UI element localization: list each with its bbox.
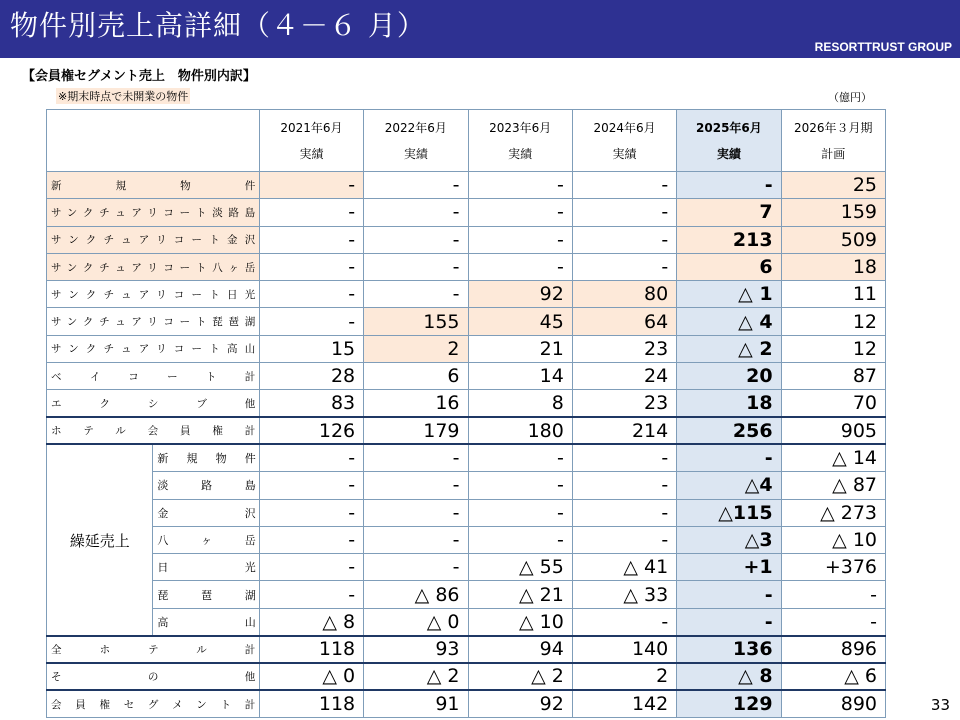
- value-cell: △ 0: [259, 663, 363, 690]
- value-cell: -: [259, 172, 363, 199]
- value-cell: △ 14: [781, 444, 885, 471]
- value-cell: -: [468, 526, 572, 553]
- value-cell: -: [364, 499, 468, 526]
- value-cell: 12: [781, 308, 885, 335]
- row-label: サンクチュアリコート琵琶湖: [47, 308, 260, 335]
- value-cell: -: [364, 444, 468, 471]
- table-row: [47, 281, 886, 308]
- row-label: 全ホテル計: [47, 636, 260, 663]
- value-cell: -: [572, 199, 676, 226]
- header-bar: [0, 0, 960, 58]
- value-cell: 18: [781, 253, 885, 280]
- value-cell: -: [677, 172, 781, 199]
- row-label: 八ヶ岳: [153, 526, 259, 553]
- value-cell: △ 2: [364, 663, 468, 690]
- value-cell: -: [572, 172, 676, 199]
- row-label: サンクチュアリコート高山: [47, 335, 260, 362]
- value-cell: 24: [572, 363, 676, 390]
- deferred-group-label: 繰延売上: [47, 444, 153, 635]
- value-cell: 12: [781, 335, 885, 362]
- value-cell: -: [468, 226, 572, 253]
- row-label: 金沢: [153, 499, 259, 526]
- table-row: [47, 608, 886, 635]
- value-cell: △ 21: [468, 581, 572, 608]
- column-header-current: 2025年6月 実績: [677, 110, 781, 172]
- value-cell: 214: [572, 417, 676, 444]
- value-cell: 8: [468, 390, 572, 417]
- value-cell: -: [468, 499, 572, 526]
- page-title: 物件別売上高詳細（４－６ 月）: [10, 9, 426, 42]
- row-label: 琵琶湖: [153, 581, 259, 608]
- value-cell: 91: [364, 690, 468, 717]
- value-cell: -: [259, 526, 363, 553]
- value-cell: 890: [781, 690, 885, 717]
- table-row: [47, 308, 886, 335]
- row-label: 高山: [153, 608, 259, 635]
- value-cell: 80: [572, 281, 676, 308]
- value-cell: 180: [468, 417, 572, 444]
- value-cell: -: [259, 308, 363, 335]
- value-cell: 45: [468, 308, 572, 335]
- value-cell: -: [259, 444, 363, 471]
- value-cell: -: [259, 226, 363, 253]
- value-cell: △3: [677, 526, 781, 553]
- value-cell: 159: [781, 199, 885, 226]
- value-cell: -: [364, 526, 468, 553]
- header-blank-cell: [47, 110, 260, 172]
- value-cell: 25: [781, 172, 885, 199]
- column-header: 2024年6月 実績: [572, 110, 676, 172]
- row-label: ホテル会員権計: [47, 417, 260, 444]
- table-row: [47, 499, 886, 526]
- value-cell: 92: [468, 690, 572, 717]
- value-cell: -: [259, 281, 363, 308]
- value-cell: 83: [259, 390, 363, 417]
- row-label: 新規物件: [153, 444, 259, 471]
- table-row: [47, 417, 886, 444]
- value-cell: 18: [677, 390, 781, 417]
- value-cell: 28: [259, 363, 363, 390]
- value-cell: -: [468, 253, 572, 280]
- column-header: 2023年6月 実績: [468, 110, 572, 172]
- value-cell: -: [364, 172, 468, 199]
- value-cell: -: [781, 581, 885, 608]
- value-cell: 14: [468, 363, 572, 390]
- value-cell: -: [572, 253, 676, 280]
- table-row: [47, 390, 886, 417]
- value-cell: 92: [468, 281, 572, 308]
- row-label: サンクチュアリコート金沢: [47, 226, 260, 253]
- value-cell: -: [572, 526, 676, 553]
- value-cell: △ 4: [677, 308, 781, 335]
- value-cell: 118: [259, 636, 363, 663]
- table-row: [47, 690, 886, 717]
- value-cell: △ 0: [364, 608, 468, 635]
- value-cell: -: [572, 226, 676, 253]
- value-cell: -: [572, 499, 676, 526]
- company-name: RESORTTRUST GROUP: [814, 40, 952, 54]
- value-cell: 509: [781, 226, 885, 253]
- unit-label: （億円）: [828, 91, 872, 104]
- row-label: 日光: [153, 554, 259, 581]
- section-title: 【会員権セグメント売上 物件別内訳】: [22, 69, 256, 84]
- value-cell: 6: [677, 253, 781, 280]
- value-cell: 179: [364, 417, 468, 444]
- value-cell: 70: [781, 390, 885, 417]
- column-header: 2026年３月期 計画: [781, 110, 885, 172]
- row-label: サンクチュアリコート八ヶ岳: [47, 253, 260, 280]
- header-row: [47, 110, 886, 172]
- row-label: エクシブ他: [47, 390, 260, 417]
- value-cell: 93: [364, 636, 468, 663]
- value-cell: △ 55: [468, 554, 572, 581]
- value-cell: -: [468, 472, 572, 499]
- value-cell: -: [259, 581, 363, 608]
- value-cell: -: [364, 472, 468, 499]
- value-cell: 129: [677, 690, 781, 717]
- value-cell: +1: [677, 554, 781, 581]
- value-cell: -: [364, 226, 468, 253]
- value-cell: 21: [468, 335, 572, 362]
- value-cell: 64: [572, 308, 676, 335]
- value-cell: △ 33: [572, 581, 676, 608]
- value-cell: △ 41: [572, 554, 676, 581]
- value-cell: 15: [259, 335, 363, 362]
- value-cell: -: [677, 581, 781, 608]
- table-row: [47, 526, 886, 553]
- table-row: [47, 363, 886, 390]
- value-cell: △115: [677, 499, 781, 526]
- value-cell: -: [781, 608, 885, 635]
- value-cell: 2: [572, 663, 676, 690]
- value-cell: -: [468, 444, 572, 471]
- value-cell: △ 10: [781, 526, 885, 553]
- value-cell: 87: [781, 363, 885, 390]
- value-cell: -: [677, 444, 781, 471]
- value-cell: △ 8: [677, 663, 781, 690]
- value-cell: 136: [677, 636, 781, 663]
- row-label: その他: [47, 663, 260, 690]
- value-cell: -: [364, 554, 468, 581]
- value-cell: -: [468, 199, 572, 226]
- value-cell: -: [259, 472, 363, 499]
- value-cell: △ 87: [781, 472, 885, 499]
- row-label: ベイコート計: [47, 363, 260, 390]
- column-header: 2021年6月 実績: [259, 110, 363, 172]
- page-number: 33: [930, 696, 950, 714]
- table-row: [47, 335, 886, 362]
- value-cell: △ 2: [468, 663, 572, 690]
- value-cell: 126: [259, 417, 363, 444]
- row-label: サンクチュアリコート日光: [47, 281, 260, 308]
- table-row: [47, 253, 886, 280]
- column-header: 2022年6月 実績: [364, 110, 468, 172]
- table-row: [47, 226, 886, 253]
- value-cell: △ 6: [781, 663, 885, 690]
- value-cell: 256: [677, 417, 781, 444]
- value-cell: -: [572, 472, 676, 499]
- value-cell: 118: [259, 690, 363, 717]
- value-cell: 2: [364, 335, 468, 362]
- value-cell: -: [677, 608, 781, 635]
- unopened-note: ※期末時点で未開業の物件: [58, 90, 189, 103]
- row-label: 会員権セグメント計: [47, 690, 260, 717]
- value-cell: 16: [364, 390, 468, 417]
- value-cell: 23: [572, 390, 676, 417]
- value-cell: -: [259, 499, 363, 526]
- value-cell: 20: [677, 363, 781, 390]
- table-row: [47, 444, 886, 471]
- value-cell: △ 273: [781, 499, 885, 526]
- value-cell: -: [572, 444, 676, 471]
- value-cell: -: [259, 199, 363, 226]
- value-cell: △ 8: [259, 608, 363, 635]
- value-cell: -: [364, 253, 468, 280]
- value-cell: -: [259, 554, 363, 581]
- value-cell: -: [259, 253, 363, 280]
- value-cell: -: [468, 172, 572, 199]
- value-cell: 155: [364, 308, 468, 335]
- value-cell: 905: [781, 417, 885, 444]
- value-cell: -: [572, 608, 676, 635]
- value-cell: △4: [677, 472, 781, 499]
- value-cell: -: [364, 199, 468, 226]
- row-label: 淡路島: [153, 472, 259, 499]
- value-cell: 140: [572, 636, 676, 663]
- value-cell: 142: [572, 690, 676, 717]
- value-cell: -: [364, 281, 468, 308]
- value-cell: 6: [364, 363, 468, 390]
- table-row: [47, 663, 886, 690]
- value-cell: △ 2: [677, 335, 781, 362]
- table-row: [47, 199, 886, 226]
- sales-detail-table: [46, 109, 886, 718]
- value-cell: 7: [677, 199, 781, 226]
- table-row: [47, 172, 886, 199]
- value-cell: 896: [781, 636, 885, 663]
- value-cell: △ 10: [468, 608, 572, 635]
- value-cell: 213: [677, 226, 781, 253]
- row-label: 新規物件: [47, 172, 260, 199]
- value-cell: △ 86: [364, 581, 468, 608]
- value-cell: 23: [572, 335, 676, 362]
- table-row: [47, 472, 886, 499]
- table-row: [47, 581, 886, 608]
- value-cell: 11: [781, 281, 885, 308]
- value-cell: 94: [468, 636, 572, 663]
- table-row: [47, 554, 886, 581]
- value-cell: +376: [781, 554, 885, 581]
- row-label: サンクチュアリコート淡路島: [47, 199, 260, 226]
- value-cell: △ 1: [677, 281, 781, 308]
- table-row: [47, 636, 886, 663]
